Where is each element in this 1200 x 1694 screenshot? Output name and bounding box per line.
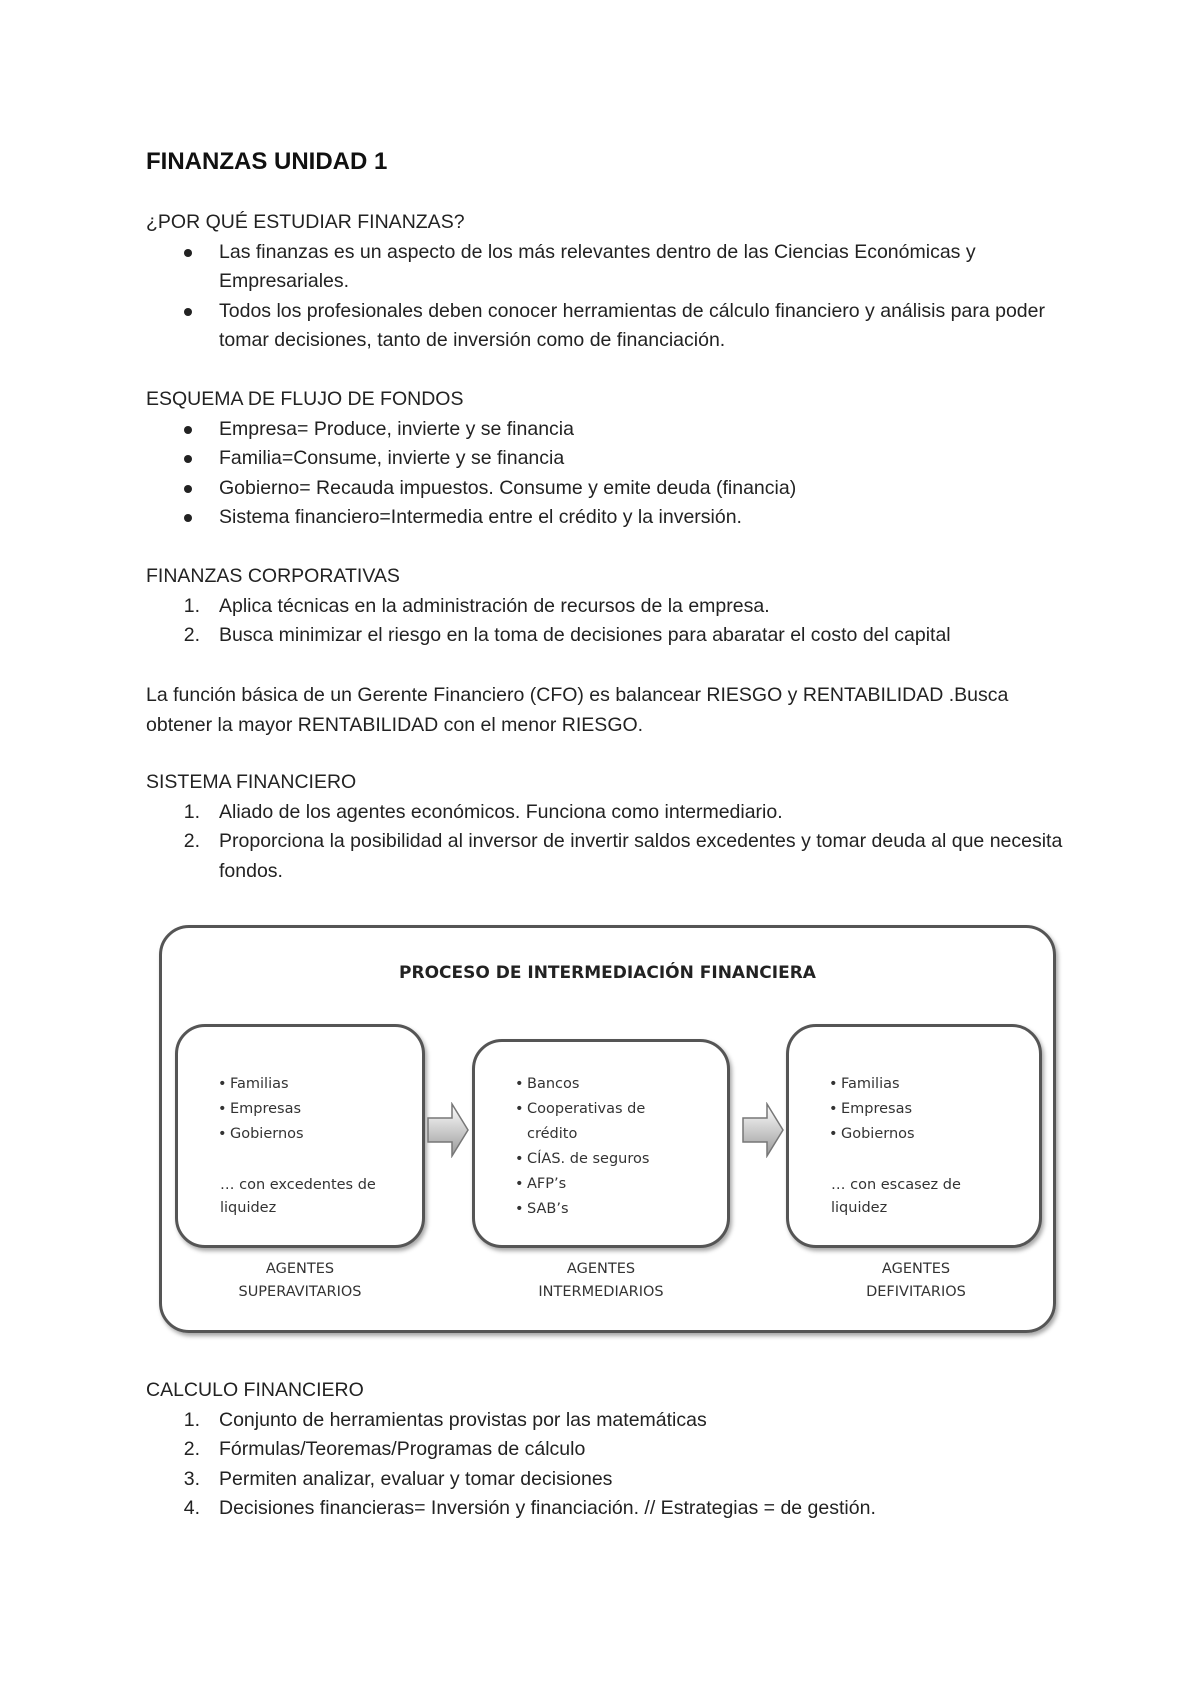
list-item: • CÍAS. de seguros [515,1147,667,1172]
cfo-paragraph: La función básica de un Gerente Financiero (CFO) es balancear RIESGO y RENTABILIDAD .Busca obtener la mayor RENTABILIDAD con el menor RIESGO. [146,684,1009,736]
section-heading: ¿POR QUÉ ESTUDIAR FINANZAS? [146,211,465,233]
caption-line: AGENTES [881,1261,951,1277]
list-item: • AFP’s [515,1172,667,1197]
caption-line: SUPERAVITARIOS [238,1284,362,1300]
box-defivitarios [786,1024,1042,1248]
caption-line: DEFIVITARIOS [866,1284,966,1300]
list-number: 2. [183,624,200,646]
section-heading: ESQUEMA DE FLUJO DE FONDOS [146,388,464,410]
box-intermediarios [472,1039,730,1248]
list-item [146,1465,1076,1495]
list-item-text: Empresa= Produce, invierte y se financia [219,417,574,440]
section-corporate [146,562,1076,651]
list-item-text: Conjunto de herramientas provistas por las matemáticas [219,1408,707,1431]
page-title: FINANZAS UNIDAD 1 [146,148,388,175]
numbered-list [146,798,1076,887]
list-number: 1. [183,594,200,617]
list-item-text: Familia=Consume, invierte y se financia [219,447,565,469]
list-item [146,1406,1076,1436]
bullet-icon [184,308,192,316]
list-item: • Familias [218,1072,304,1097]
list-item [146,621,1076,651]
bullet-list [146,238,1076,356]
list-item-text: Decisiones financieras= Inversión y financiación. // Estrategias = de gestión. [219,1497,876,1519]
section-flow [146,385,1076,533]
list-number: 1. [183,800,200,823]
list-item: • Empresas [218,1097,304,1122]
section-cfo [146,681,1076,740]
list-item-text: Sistema financiero=Intermedia entre el crédito y la inversión. [219,506,742,528]
list-item-text: Las finanzas es un aspecto de los más relevantes dentro de las Ciencias Económicas y Empresariales. [219,240,976,292]
right-arrow-icon [741,1102,785,1158]
list-item: • Gobiernos [829,1122,915,1147]
caption-defivitarios [796,1258,1036,1304]
list-item [146,503,1076,533]
bullet-list [146,415,1076,533]
caption-line: INTERMEDIARIOS [538,1284,664,1300]
list-item-text: Aplica técnicas en la administración de recursos de la empresa. [219,594,770,617]
list-item: • Bancos [515,1072,667,1097]
caption-line: AGENTES [265,1261,335,1277]
list-item: • SAB’s [515,1197,667,1222]
list-item-text: Gobierno= Recauda impuestos. Consume y emite deuda (financia) [219,476,797,499]
diagram-title: PROCESO DE INTERMEDIACIÓN FINANCIERA [399,963,816,983]
list-item [146,798,1076,828]
section-why [146,208,1076,356]
list-number: 2. [183,1438,200,1460]
list-item [146,827,1076,886]
list-item-text: Todos los profesionales deben conocer herramientas de cálculo financiero y análisis para poder tomar decisiones, tanto de inversión como de financiación. [219,299,1045,351]
list-item [146,297,1076,356]
numbered-list [146,1406,1076,1524]
list-item [146,1435,1076,1465]
list-number: 3. [183,1467,200,1490]
list-number: 1. [183,1408,200,1431]
list-item-text: Aliado de los agentes económicos. Funciona como intermediario. [219,800,783,823]
list-item-text: Proporciona la posibilidad al inversor de invertir saldos excedentes y tomar deuda al que necesita fondos. [219,830,1063,882]
caption-intermediarios [481,1258,721,1304]
bullet-icon [184,485,192,493]
list-item: • Gobiernos [218,1122,304,1147]
list-item-text: Permiten analizar, evaluar y tomar decisiones [219,1467,613,1490]
list-item [146,415,1076,445]
box-superavitarios [175,1024,425,1248]
intermediation-diagram [159,925,1056,1333]
list-item: • Cooperativas de crédito [515,1097,667,1147]
caption-line: AGENTES [566,1261,636,1277]
bullet-icon [184,455,192,463]
list-item: • Empresas [829,1097,915,1122]
section-heading: CALCULO FINANCIERO [146,1379,364,1401]
bullet-icon [184,426,192,434]
list-item [146,444,1076,474]
box-list [515,1072,667,1222]
section-heading: SISTEMA FINANCIERO [146,771,357,793]
box-list [829,1072,915,1147]
caption-superavitarios [180,1258,420,1304]
list-item-text: Busca minimizar el riesgo en la toma de decisiones para abaratar el costo del capital [219,624,951,646]
section-calc [146,1376,1076,1524]
bullet-icon [184,514,192,522]
list-item-text: Fórmulas/Teoremas/Programas de cálculo [219,1438,586,1460]
list-item [146,1494,1076,1524]
box-note: … con escasez de liquidez [831,1177,961,1216]
list-item [146,592,1076,622]
bullet-icon [184,249,192,257]
section-heading: FINANZAS CORPORATIVAS [146,565,400,587]
numbered-list [146,592,1076,651]
list-item: • Familias [829,1072,915,1097]
list-number: 4. [183,1497,200,1519]
box-list [218,1072,304,1147]
right-arrow-icon [426,1102,470,1158]
list-number: 2. [183,830,200,852]
box-note: … con excedentes de liquidez [220,1177,376,1216]
list-item [146,474,1076,504]
list-item [146,238,1076,297]
section-system [146,768,1076,886]
